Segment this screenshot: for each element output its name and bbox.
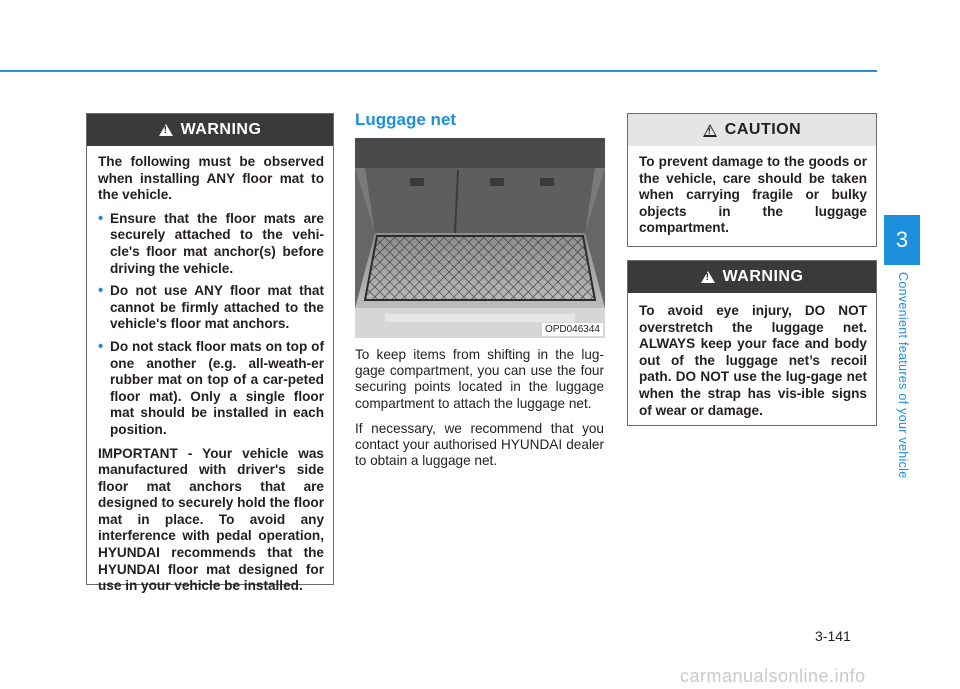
warning-bullet: • Do not use ANY floor mat that cannot be firmly attached to the vehicle's floor mat anchors.: [98, 283, 324, 333]
caution-text: To prevent damage to the goods or the vehicle, care should be taken when carrying fragile or bulky objects in the luggage compartment.: [639, 154, 867, 236]
warning-important: IMPORTANT - Your vehicle was manufactured with driver's side floor mat anchors that are designed to securely hold the floor mat in place. To avoid any interference with pedal operation, HYUNDAI recommends that the HYUNDAI floor mat designed for use in your vehicle be installed.: [98, 445, 324, 594]
warning-body: [87, 146, 333, 610]
luggage-net-warning-box: [627, 260, 877, 426]
floor-mat-warning-box: [86, 113, 334, 594]
luggage-net-body: [355, 347, 604, 478]
warning-body: [628, 293, 876, 434]
warning-triangle-icon: [701, 271, 715, 283]
warning-bullet: • Do not stack floor mats on top of one another (e.g. all-weath-er rubber mat on top of a car-peted floor mat). Only a single floor mat should be installed in each position.: [98, 339, 324, 439]
figure-code-label: OPD046344: [542, 323, 603, 336]
luggage-net-figure: [355, 138, 605, 338]
chapter-number-tab: 3: [884, 215, 920, 265]
warning-bullet-list: [98, 211, 324, 439]
body-paragraph: If necessary, we recommend that you contact your authorised HYUNDAI dealer to obtain a luggage net.: [355, 420, 604, 469]
warning-intro: The following must be observed when installing ANY floor mat to the vehicle.: [98, 154, 324, 203]
caution-header: [628, 114, 876, 146]
watermark: carmanualsonline.info: [680, 666, 866, 686]
page-number: 3-141: [815, 628, 851, 644]
warning-header: [628, 261, 876, 293]
caution-triangle-icon: [703, 124, 717, 137]
luggage-compartment-illustration: [355, 138, 605, 338]
warning-bullet: • Ensure that the floor mats are securely attached to the vehi-cle's floor mat anchor(s) before driving the vehicle.: [98, 211, 324, 277]
section-title: Luggage net: [355, 110, 457, 129]
warning-text: To avoid eye injury, DO NOT overstretch the luggage net. ALWAYS keep your face and body out of the luggage net’s recoil path. DO NOT use the lug-gage net when the strap has vis-ible signs of wear or damage.: [639, 303, 867, 418]
header-rule: [0, 70, 877, 72]
warning-header-label: WARNING: [722, 268, 804, 285]
warning-header-label: WARNING: [180, 121, 262, 138]
warning-header: [87, 114, 333, 146]
body-paragraph: To keep items from shifting in the lug-gage compartment, you can use the four securing points located in the luggage compartment to attach the luggage net.: [355, 347, 604, 411]
caution-body: [628, 146, 876, 252]
caution-header-label: CAUTION: [724, 121, 802, 138]
warning-triangle-icon: [159, 124, 173, 136]
caution-box: [627, 113, 877, 247]
chapter-title: Convenient features of your vehicle: [896, 272, 910, 479]
